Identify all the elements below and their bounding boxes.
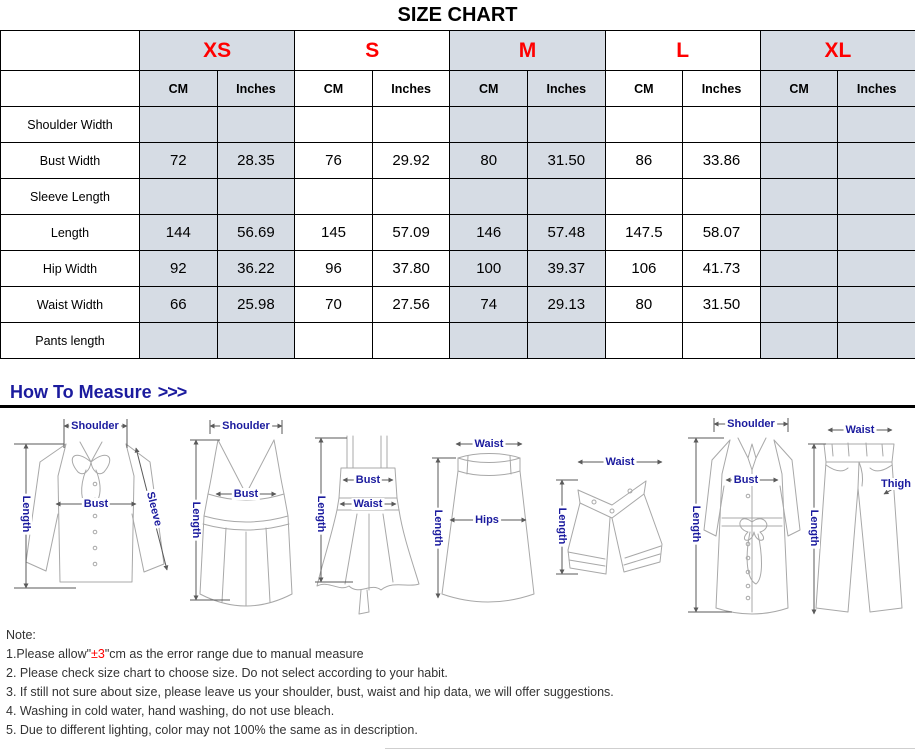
- waist-label: Waist: [605, 456, 635, 468]
- unit-header: Inches: [372, 71, 450, 107]
- length-label: Length: [315, 495, 327, 533]
- value-cell: [372, 107, 450, 143]
- shoulder-label: Shoulder: [222, 420, 270, 432]
- value-cell: 92: [140, 251, 218, 287]
- size-chart-table: [0, 30, 915, 359]
- value-cell: [760, 251, 838, 287]
- unit-header: CM: [760, 71, 838, 107]
- note-text: 2. Please check size chart to choose size. Do not select according to your habit.: [6, 666, 448, 680]
- value-cell: [760, 287, 838, 323]
- shoulder-label: Shoulder: [727, 418, 775, 430]
- value-cell: [295, 323, 373, 359]
- note-highlight: ±3: [91, 647, 105, 661]
- waist-label: Waist: [845, 424, 875, 436]
- skirt-diagram: [430, 428, 545, 618]
- note-line: [6, 645, 915, 664]
- coat-diagram: [680, 412, 806, 620]
- value-cell: [838, 179, 915, 215]
- triple-chevron-icon: >>>: [157, 382, 187, 402]
- size-header-m: M: [450, 31, 605, 71]
- row-label: Hip Width: [1, 251, 140, 287]
- note-text: 3. If still not sure about size, please leave us your shoulder, bust, waist and hip data, we will offer suggestions.: [6, 685, 614, 699]
- length-label: Length: [20, 495, 32, 533]
- table-row: [1, 143, 915, 179]
- length-label: Length: [690, 505, 702, 543]
- value-cell: [683, 179, 761, 215]
- value-cell: [838, 323, 915, 359]
- table-row: [1, 107, 915, 143]
- value-cell: [760, 323, 838, 359]
- waist-label: Waist: [474, 438, 504, 450]
- length-label: Length: [808, 509, 820, 547]
- table-row: [1, 179, 915, 215]
- note-text: 4. Washing in cold water, hand washing, do not use bleach.: [6, 704, 335, 718]
- value-cell: [605, 107, 683, 143]
- value-cell: 29.13: [528, 287, 606, 323]
- size-header-s: S: [295, 31, 450, 71]
- row-label: Shoulder Width: [1, 107, 140, 143]
- waist-label: Waist: [353, 498, 383, 510]
- how-to-measure-label: How To Measure: [10, 382, 152, 402]
- corner-cell: [1, 71, 140, 107]
- value-cell: [683, 107, 761, 143]
- unit-header: Inches: [217, 71, 295, 107]
- value-cell: [217, 107, 295, 143]
- value-cell: [838, 287, 915, 323]
- value-cell: 33.86: [683, 143, 761, 179]
- value-cell: 80: [450, 143, 528, 179]
- table-row: [1, 323, 915, 359]
- vest-sketch: [186, 414, 306, 614]
- table-row: [1, 287, 915, 323]
- shoulder-label: Shoulder: [71, 420, 119, 432]
- bust-label: Bust: [733, 474, 759, 486]
- value-cell: [760, 107, 838, 143]
- value-cell: 147.5: [605, 215, 683, 251]
- shorts-diagram: [548, 438, 676, 608]
- bust-label: Bust: [83, 498, 109, 510]
- value-cell: [295, 107, 373, 143]
- row-label: Sleeve Length: [1, 179, 140, 215]
- row-label: Waist Width: [1, 287, 140, 323]
- value-cell: [760, 143, 838, 179]
- value-cell: 27.56: [372, 287, 450, 323]
- measure-diagrams: [0, 408, 915, 620]
- value-cell: [372, 323, 450, 359]
- value-cell: 70: [295, 287, 373, 323]
- unit-header: CM: [295, 71, 373, 107]
- value-cell: 57.48: [528, 215, 606, 251]
- table-row: [1, 215, 915, 251]
- how-to-measure-heading: [10, 381, 915, 403]
- unit-header: Inches: [528, 71, 606, 107]
- value-cell: 145: [295, 215, 373, 251]
- value-cell: 86: [605, 143, 683, 179]
- value-cell: 41.73: [683, 251, 761, 287]
- size-header-row: [1, 31, 915, 71]
- table-row: [1, 251, 915, 287]
- value-cell: 100: [450, 251, 528, 287]
- value-cell: [683, 323, 761, 359]
- value-cell: 74: [450, 287, 528, 323]
- value-cell: [605, 323, 683, 359]
- pants-diagram: [806, 416, 912, 620]
- value-cell: [140, 179, 218, 215]
- value-cell: [372, 179, 450, 215]
- thigh-label: Thigh: [881, 478, 911, 490]
- bust-label: Bust: [355, 474, 381, 486]
- vest-diagram: [186, 414, 306, 614]
- value-cell: 39.37: [528, 251, 606, 287]
- value-cell: 96: [295, 251, 373, 287]
- size-header-xl: XL: [760, 31, 915, 71]
- notes-section: [0, 620, 915, 740]
- value-cell: [295, 179, 373, 215]
- bottom-divider: [385, 748, 915, 749]
- value-cell: 28.35: [217, 143, 295, 179]
- value-cell: [528, 179, 606, 215]
- value-cell: 58.07: [683, 215, 761, 251]
- unit-header: Inches: [683, 71, 761, 107]
- value-cell: [760, 179, 838, 215]
- value-cell: [140, 107, 218, 143]
- note-line: [6, 702, 915, 721]
- value-cell: 106: [605, 251, 683, 287]
- note-line: [6, 683, 915, 702]
- length-label: Length: [432, 509, 444, 547]
- bust-label: Bust: [233, 488, 259, 500]
- sleeve-label: Sleeve: [143, 490, 165, 528]
- value-cell: 66: [140, 287, 218, 323]
- value-cell: 146: [450, 215, 528, 251]
- value-cell: [217, 323, 295, 359]
- value-cell: [450, 107, 528, 143]
- value-cell: [605, 179, 683, 215]
- value-cell: 56.69: [217, 215, 295, 251]
- value-cell: [528, 107, 606, 143]
- pants-sketch: [806, 416, 912, 620]
- unit-header: CM: [605, 71, 683, 107]
- notes-heading: Note:: [6, 628, 36, 642]
- unit-header: CM: [140, 71, 218, 107]
- value-cell: [838, 107, 915, 143]
- value-cell: [450, 179, 528, 215]
- value-cell: [838, 143, 915, 179]
- note-line: [6, 721, 915, 740]
- row-label: Length: [1, 215, 140, 251]
- value-cell: 144: [140, 215, 218, 251]
- size-header-xs: XS: [140, 31, 295, 71]
- value-cell: [217, 179, 295, 215]
- length-label: Length: [190, 501, 202, 539]
- slip-dress-diagram: [309, 422, 427, 620]
- unit-header: Inches: [838, 71, 915, 107]
- note-text: 5. Due to different lighting, color may not 100% the same as in description.: [6, 723, 418, 737]
- value-cell: 36.22: [217, 251, 295, 287]
- corner-cell: [1, 31, 140, 71]
- value-cell: [450, 323, 528, 359]
- value-cell: 72: [140, 143, 218, 179]
- row-label: Pants length: [1, 323, 140, 359]
- value-cell: [760, 215, 838, 251]
- value-cell: 57.09: [372, 215, 450, 251]
- hips-label: Hips: [475, 514, 499, 526]
- value-cell: [140, 323, 218, 359]
- value-cell: 25.98: [217, 287, 295, 323]
- size-header-l: L: [605, 31, 760, 71]
- value-cell: 29.92: [372, 143, 450, 179]
- value-cell: 31.50: [683, 287, 761, 323]
- unit-header-row: [1, 71, 915, 107]
- unit-header: CM: [450, 71, 528, 107]
- length-label: Length: [556, 507, 568, 545]
- note-text: 1.Please allow": [6, 647, 92, 661]
- note-text: "cm as the error range due to manual measure: [104, 647, 364, 661]
- page-title: SIZE CHART: [397, 4, 518, 26]
- value-cell: 76: [295, 143, 373, 179]
- row-label: Bust Width: [1, 143, 140, 179]
- value-cell: 80: [605, 287, 683, 323]
- value-cell: [838, 215, 915, 251]
- value-cell: [838, 251, 915, 287]
- value-cell: 37.80: [372, 251, 450, 287]
- note-line: [6, 664, 915, 683]
- blouse-diagram: [6, 414, 184, 614]
- value-cell: [528, 323, 606, 359]
- value-cell: 31.50: [528, 143, 606, 179]
